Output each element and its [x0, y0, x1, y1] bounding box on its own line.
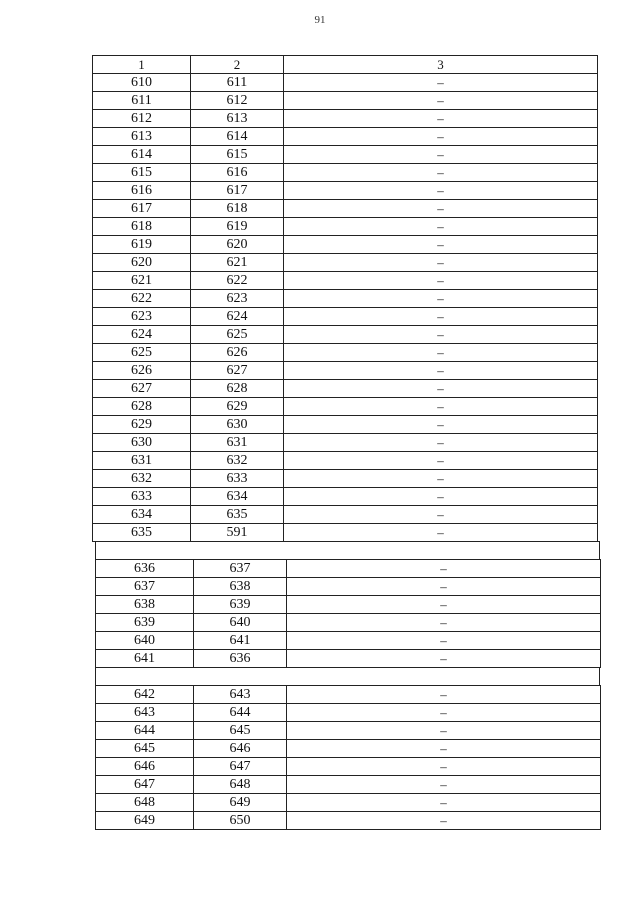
- table-cell-col-2: 617: [191, 182, 284, 200]
- table-cell-col-2: 613: [191, 110, 284, 128]
- table-cell-col-1: 629: [93, 416, 191, 434]
- table-header-row: [93, 56, 598, 74]
- table-cell-col-3: –: [284, 524, 598, 542]
- table-row: [93, 92, 598, 110]
- table-cell-col-3: –: [284, 218, 598, 236]
- table-cell-col-1: 630: [93, 434, 191, 452]
- table-cell-col-3: –: [284, 290, 598, 308]
- table-cell-col-2: 637: [194, 560, 287, 578]
- table-cell-col-2: 629: [191, 398, 284, 416]
- table-row: [96, 632, 601, 650]
- table-cell-col-2: 612: [191, 92, 284, 110]
- table-cell-col-1: 647: [96, 776, 194, 794]
- table-cell-col-3: –: [284, 254, 598, 272]
- table-cell-col-1: 648: [96, 794, 194, 812]
- table-cell-col-3: –: [284, 452, 598, 470]
- table-cell-col-3: –: [284, 398, 598, 416]
- table-cell-col-2: 622: [191, 272, 284, 290]
- table-cell-col-2: 650: [194, 812, 287, 830]
- table-cell-col-2: 649: [194, 794, 287, 812]
- table-cell-col-1: 622: [93, 290, 191, 308]
- table-cell-col-2: 634: [191, 488, 284, 506]
- table-row: [96, 596, 601, 614]
- table-row: [93, 380, 598, 398]
- table-cell-col-1: 634: [93, 506, 191, 524]
- table-cell-col-1: 637: [96, 578, 194, 596]
- table-cell-col-2: 646: [194, 740, 287, 758]
- data-table-segment-2: [95, 559, 601, 668]
- table-cell-col-2: 630: [191, 416, 284, 434]
- table-cell-col-1: 645: [96, 740, 194, 758]
- table-cell-col-3: –: [287, 722, 601, 740]
- column-header-2: 2: [191, 56, 284, 74]
- table-cell-col-2: 643: [194, 686, 287, 704]
- table-cell-col-1: 610: [93, 74, 191, 92]
- table-cell-col-1: 615: [93, 164, 191, 182]
- table-row: [93, 362, 598, 380]
- table-cell-col-3: –: [284, 236, 598, 254]
- table-cell-col-3: –: [284, 182, 598, 200]
- table-row: [93, 434, 598, 452]
- table-row: [96, 812, 601, 830]
- table-cell-col-3: –: [284, 470, 598, 488]
- table-row: [96, 740, 601, 758]
- data-table-segment-3: [95, 685, 601, 830]
- table-cell-col-3: –: [284, 164, 598, 182]
- data-table-segment-1: [92, 55, 598, 542]
- table-cell-col-3: –: [284, 506, 598, 524]
- table-cell-col-3: –: [284, 74, 598, 92]
- table-cell-col-3: –: [284, 200, 598, 218]
- table-cell-col-3: –: [284, 128, 598, 146]
- table-cell-col-2: 624: [191, 308, 284, 326]
- table-cell-col-1: 621: [93, 272, 191, 290]
- table-cell-col-3: –: [284, 362, 598, 380]
- table-row: [93, 182, 598, 200]
- table-row: [93, 308, 598, 326]
- table-cell-col-1: 626: [93, 362, 191, 380]
- table-row: [96, 776, 601, 794]
- table-row: [96, 758, 601, 776]
- table-row: [96, 686, 601, 704]
- table-cell-col-2: 591: [191, 524, 284, 542]
- table-cell-col-1: 612: [93, 110, 191, 128]
- table-row: [93, 236, 598, 254]
- table-cell-col-3: –: [284, 434, 598, 452]
- table-cell-col-3: –: [284, 326, 598, 344]
- table-cell-col-1: 611: [93, 92, 191, 110]
- table-row: [96, 650, 601, 668]
- table-cell-col-3: –: [287, 614, 601, 632]
- table-cell-col-2: 648: [194, 776, 287, 794]
- table-cell-col-3: –: [287, 740, 601, 758]
- table-row: [93, 416, 598, 434]
- table-cell-col-3: –: [284, 416, 598, 434]
- table-cell-col-1: 618: [93, 218, 191, 236]
- table-cell-col-2: 638: [194, 578, 287, 596]
- table-cell-col-3: –: [287, 794, 601, 812]
- table-cell-col-3: –: [284, 344, 598, 362]
- table-cell-col-1: 636: [96, 560, 194, 578]
- table-cell-col-2: 635: [191, 506, 284, 524]
- table-cell-col-2: 625: [191, 326, 284, 344]
- table-cell-col-2: 623: [191, 290, 284, 308]
- table-cell-col-3: –: [284, 308, 598, 326]
- table-cell-col-1: 617: [93, 200, 191, 218]
- table-cell-col-1: 616: [93, 182, 191, 200]
- table-row: [93, 506, 598, 524]
- table-cell-col-1: 625: [93, 344, 191, 362]
- table-cell-col-2: 611: [191, 74, 284, 92]
- table-cell-col-3: –: [284, 92, 598, 110]
- table-cell-col-1: 614: [93, 146, 191, 164]
- table-cell-col-1: 649: [96, 812, 194, 830]
- column-header-1: 1: [93, 56, 191, 74]
- table-separator-row: [95, 541, 600, 560]
- table-cell-col-3: –: [284, 380, 598, 398]
- table-cell-col-1: 628: [93, 398, 191, 416]
- table-row: [93, 326, 598, 344]
- table-row: [93, 146, 598, 164]
- table-cell-col-1: 631: [93, 452, 191, 470]
- table-cell-col-2: 636: [194, 650, 287, 668]
- table-row: [93, 524, 598, 542]
- table-cell-col-2: 631: [191, 434, 284, 452]
- table-cell-col-1: 642: [96, 686, 194, 704]
- table-row: [93, 110, 598, 128]
- table-cell-col-2: 639: [194, 596, 287, 614]
- table-cell-col-1: 619: [93, 236, 191, 254]
- table-cell-col-2: 618: [191, 200, 284, 218]
- table-cell-col-3: –: [287, 758, 601, 776]
- table-cell-col-1: 620: [93, 254, 191, 272]
- table-cell-col-2: 645: [194, 722, 287, 740]
- table-cell-col-1: 613: [93, 128, 191, 146]
- table-cell-col-1: 635: [93, 524, 191, 542]
- table-cell-col-2: 614: [191, 128, 284, 146]
- table-row: [93, 398, 598, 416]
- table-cell-col-2: 619: [191, 218, 284, 236]
- table-cell-col-3: –: [284, 272, 598, 290]
- table-cell-col-1: 638: [96, 596, 194, 614]
- table-cell-col-3: –: [287, 560, 601, 578]
- table-cell-col-2: 616: [191, 164, 284, 182]
- table-row: [93, 470, 598, 488]
- table-row: [93, 128, 598, 146]
- table-cell-col-1: 646: [96, 758, 194, 776]
- table-row: [93, 452, 598, 470]
- table-cell-col-1: 624: [93, 326, 191, 344]
- table-cell-col-2: 633: [191, 470, 284, 488]
- table-cell-col-2: 620: [191, 236, 284, 254]
- table-row: [93, 200, 598, 218]
- table-cell-col-1: 640: [96, 632, 194, 650]
- table-row: [93, 488, 598, 506]
- table-cell-col-2: 647: [194, 758, 287, 776]
- table-cell-col-3: –: [287, 812, 601, 830]
- table-cell-col-2: 632: [191, 452, 284, 470]
- table-cell-col-1: 632: [93, 470, 191, 488]
- table-cell-col-2: 626: [191, 344, 284, 362]
- table-cell-col-1: 641: [96, 650, 194, 668]
- table-cell-col-3: –: [284, 110, 598, 128]
- table-cell-col-1: 633: [93, 488, 191, 506]
- page-number: 91: [314, 14, 326, 26]
- table-cell-col-3: –: [287, 704, 601, 722]
- table-cell-col-3: –: [284, 146, 598, 164]
- table-row: [93, 290, 598, 308]
- table-row: [93, 164, 598, 182]
- table-row: [93, 344, 598, 362]
- table-cell-col-2: 627: [191, 362, 284, 380]
- table-cell-col-3: –: [284, 488, 598, 506]
- table-row: [96, 794, 601, 812]
- table-cell-col-3: –: [287, 686, 601, 704]
- table-cell-col-2: 621: [191, 254, 284, 272]
- table-cell-col-2: 628: [191, 380, 284, 398]
- table-cell-col-3: –: [287, 776, 601, 794]
- table-cell-col-3: –: [287, 578, 601, 596]
- table-row: [93, 74, 598, 92]
- table-row: [93, 272, 598, 290]
- table-cell-col-1: 643: [96, 704, 194, 722]
- table-cell-col-3: –: [287, 650, 601, 668]
- table-cell-col-2: 615: [191, 146, 284, 164]
- table-cell-col-2: 641: [194, 632, 287, 650]
- column-header-3: 3: [284, 56, 598, 74]
- table-row: [93, 218, 598, 236]
- table-cell-col-1: 644: [96, 722, 194, 740]
- table-cell-col-1: 639: [96, 614, 194, 632]
- table-row: [96, 560, 601, 578]
- table-cell-col-1: 627: [93, 380, 191, 398]
- table-cell-col-1: 623: [93, 308, 191, 326]
- table-row: [96, 722, 601, 740]
- table-separator-row: [95, 667, 600, 686]
- table-cell-col-2: 640: [194, 614, 287, 632]
- table-row: [96, 614, 601, 632]
- table-row: [96, 578, 601, 596]
- table-row: [93, 254, 598, 272]
- table-cell-col-3: –: [287, 632, 601, 650]
- table-cell-col-3: –: [287, 596, 601, 614]
- table-row: [96, 704, 601, 722]
- table-cell-col-2: 644: [194, 704, 287, 722]
